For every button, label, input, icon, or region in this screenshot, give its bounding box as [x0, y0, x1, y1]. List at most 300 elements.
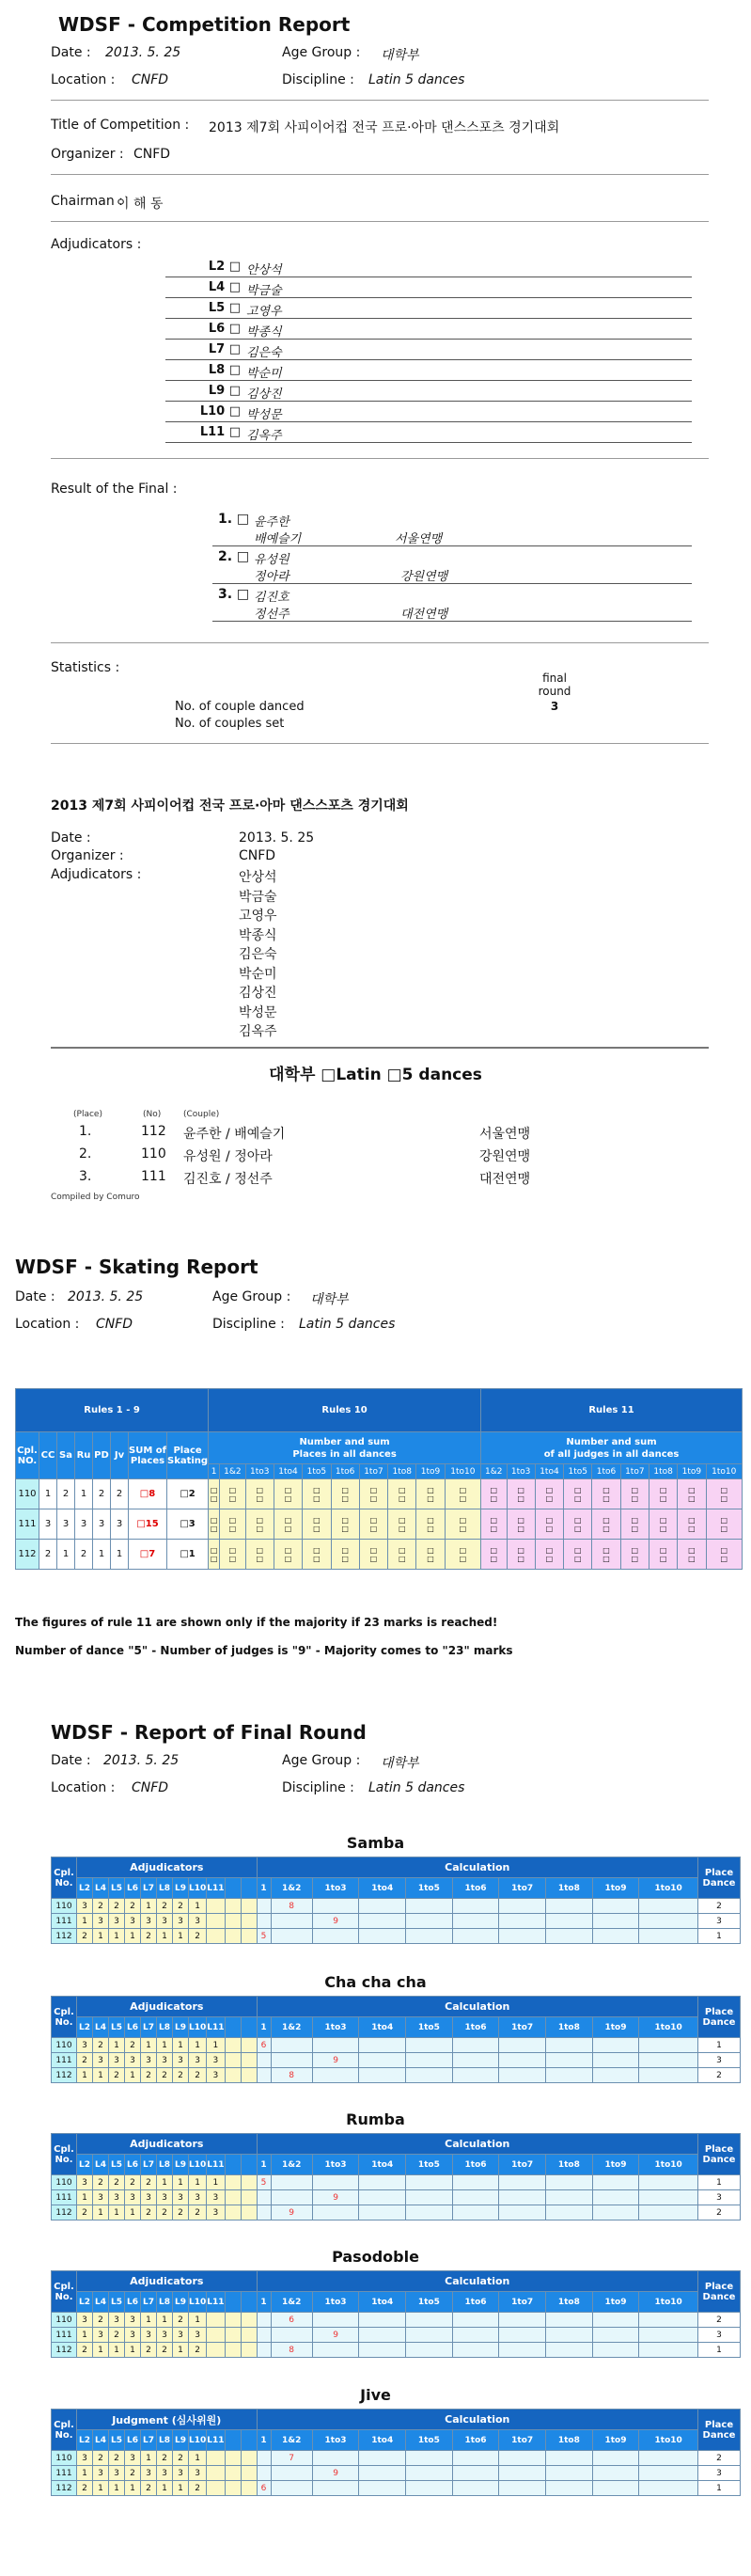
calc-col-header: 1to4	[359, 2292, 406, 2313]
calc-cell: 9	[312, 2190, 359, 2205]
calc-cell	[546, 2068, 593, 2083]
calc-cell	[639, 2328, 698, 2343]
calc-cell	[359, 1914, 406, 1929]
calc-cell	[257, 2313, 271, 2328]
adjudicator-name: 박성문	[246, 408, 282, 422]
place-dance: 2	[698, 2068, 741, 2083]
calc-col-header: 1to6	[452, 1878, 499, 1899]
adjudicators-header: Judgment (심사위원)	[77, 2410, 258, 2430]
calc-cell	[546, 1914, 593, 1929]
calculation-header: Calculation	[257, 2410, 697, 2430]
calc-cell	[592, 2481, 639, 2496]
adjudicators-label: Adjudicators :	[51, 237, 142, 252]
judge-mark	[241, 2343, 257, 2358]
calc-cell	[639, 2466, 698, 2481]
judge-col-header: L11	[207, 1878, 225, 1899]
table-row	[16, 1479, 743, 1509]
rules-10-header: Rules 10	[209, 1389, 481, 1432]
judge-mark	[225, 2343, 241, 2358]
judge-mark: 1	[77, 1914, 93, 1929]
calculation-header: Calculation	[257, 2271, 697, 2292]
adjudicator-name: 박종식	[246, 325, 282, 340]
judge-mark	[241, 2038, 257, 2053]
calc-cell	[271, 2466, 312, 2481]
summary-adjudicator-name: 김상진	[239, 986, 277, 1001]
place-dance: 3	[698, 2466, 741, 2481]
calc-col-header: 1to10	[639, 2292, 698, 2313]
calc-cell	[359, 2481, 406, 2496]
place-dance: 3	[698, 2328, 741, 2343]
couples-value: 3	[550, 700, 559, 713]
judge-col-header: L10	[189, 1878, 207, 1899]
judge-col-header: L4	[93, 2430, 109, 2451]
calc-cell: 9	[312, 2328, 359, 2343]
judge-mark	[241, 2053, 257, 2068]
summary-adjudicator-name: 안상석	[239, 870, 277, 885]
judge-mark: 3	[93, 2328, 109, 2343]
calc-col-header: 1to8	[546, 2430, 593, 2451]
calc-col-header: 1to7	[499, 2017, 546, 2038]
calc-cell	[452, 2068, 499, 2083]
judge-mark: 2	[77, 2053, 93, 2068]
comp-title-label: Title of Competition :	[51, 118, 190, 133]
judge-mark: 2	[189, 2481, 207, 2496]
chairman-label: Chairman :	[51, 194, 123, 209]
couple-number: 110	[52, 2313, 77, 2328]
judge-mark: 1	[109, 2205, 125, 2220]
judge-mark: 2	[173, 1899, 189, 1914]
calc-col-header: 1to4	[359, 2430, 406, 2451]
rule11-col-header: 1to3	[507, 1464, 535, 1479]
judge-mark	[225, 2328, 241, 2343]
calc-cell	[592, 2466, 639, 2481]
calc-cell	[452, 2205, 499, 2220]
rules-11-header: Rules 11	[481, 1389, 743, 1432]
calc-cell: 6	[271, 2313, 312, 2328]
judge-mark: 3	[173, 2053, 189, 2068]
calc-cell	[406, 2313, 453, 2328]
calc-cell	[359, 2313, 406, 2328]
couple-number: 111	[52, 2466, 77, 2481]
calc-col-header: 1to9	[592, 2155, 639, 2175]
place-dance: 1	[698, 1929, 741, 1944]
judge-col-header	[241, 2292, 257, 2313]
comp-title-value: 2013 제7회 사피이어컵 전국 프로·아마 댄스스포츠 경기대회	[209, 120, 560, 135]
summary-adjudicator-name: 김옥주	[239, 1024, 277, 1039]
judge-mark: 3	[189, 2328, 207, 2343]
judge-mark	[225, 2068, 241, 2083]
judge-mark: 2	[157, 2205, 173, 2220]
header-row	[16, 1432, 743, 1464]
summary-adjudicators-label: Adjudicators :	[51, 867, 142, 882]
judge-mark: 1	[189, 2451, 207, 2466]
dance-name: Cha cha cha	[324, 1973, 427, 1991]
couple-number: 111	[52, 1914, 77, 1929]
dance-col-header: Jv	[111, 1432, 129, 1479]
skating-location-value: CNFD	[96, 1317, 133, 1332]
calc-cell	[359, 2175, 406, 2190]
dance-name: Rumba	[346, 2110, 405, 2128]
calc-col-header: 1to3	[312, 2017, 359, 2038]
judge-mark: 3	[141, 2466, 157, 2481]
judge-col-header: L11	[207, 2017, 225, 2038]
calc-cell	[592, 2175, 639, 2190]
rule11-col-header: 1to5	[564, 1464, 592, 1479]
rule10-cell: □ □	[220, 1479, 245, 1509]
judge-mark: 1	[207, 2038, 225, 2053]
table-row	[52, 1929, 741, 1944]
judge-mark: 1	[141, 2313, 157, 2328]
judge-col-header	[241, 2017, 257, 2038]
judge-mark: 3	[157, 2053, 173, 2068]
judge-mark: 1	[93, 1929, 109, 1944]
rule10-cell: □ □	[209, 1509, 220, 1540]
cpl-no-header: Cpl. No.	[52, 2271, 77, 2313]
calc-cell	[499, 2053, 546, 2068]
result-follower: 정아라	[254, 570, 289, 584]
summary-adjudicator-name: 고영우	[239, 909, 277, 924]
skating-age-value: 대학부	[310, 1292, 349, 1307]
calc-cell	[639, 2053, 698, 2068]
adjudicator-code: L4 □	[208, 280, 241, 294]
calc-cell	[406, 2038, 453, 2053]
judge-mark: 2	[125, 1899, 141, 1914]
rule11-cell: □ □	[678, 1540, 706, 1570]
calc-cell	[639, 2068, 698, 2083]
judge-col-header: L6	[125, 2430, 141, 2451]
place-dance: 2	[698, 2451, 741, 2466]
calc-col-header: 1	[257, 2430, 271, 2451]
judge-mark: 3	[77, 1899, 93, 1914]
judge-mark: 2	[109, 2328, 125, 2343]
judge-mark: 1	[157, 2481, 173, 2496]
calc-cell	[359, 1929, 406, 1944]
judge-col-header: L11	[207, 2155, 225, 2175]
calc-cell	[271, 1929, 312, 1944]
calc-col-header: 1to9	[592, 2017, 639, 2038]
judge-col-header: L4	[93, 2292, 109, 2313]
judge-col-header: L6	[125, 2292, 141, 2313]
calc-cell	[639, 1929, 698, 1944]
summary-couple: 유성원 / 정아라	[183, 1149, 273, 1164]
calc-col-header: 1to8	[546, 2155, 593, 2175]
dance-place: 3	[93, 1509, 111, 1540]
adjudicator-name: 박금술	[246, 284, 282, 298]
rule10-cell: □ □	[209, 1479, 220, 1509]
judge-mark: 3	[109, 2053, 125, 2068]
calc-cell	[592, 2313, 639, 2328]
calc-cell	[406, 2068, 453, 2083]
discipline-label: Discipline :	[282, 72, 354, 87]
calc-col-header: 1to4	[359, 2017, 406, 2038]
result-follower: 정선주	[254, 608, 289, 622]
judge-col-header: L9	[173, 2292, 189, 2313]
rule11-cell: □ □	[481, 1540, 507, 1570]
calc-cell	[639, 2343, 698, 2358]
calc-cell	[406, 2451, 453, 2466]
table-row	[52, 2451, 741, 2466]
judge-col-header: L4	[93, 2017, 109, 2038]
skating-discipline-value: Latin 5 dances	[299, 1317, 396, 1332]
rule10-col-header: 1to5	[303, 1464, 331, 1479]
final-title: WDSF - Report of Final Round	[51, 1721, 367, 1744]
adjudicators-header: Adjudicators	[77, 1857, 258, 1878]
rules-11-sub-header: Number and sum of all judges in all dances	[481, 1432, 743, 1464]
rule10-col-header: 1to6	[331, 1464, 359, 1479]
calc-cell	[452, 2466, 499, 2481]
calc-col-header: 1to6	[452, 2155, 499, 2175]
judge-mark: 1	[77, 2466, 93, 2481]
calc-col-header: 1to4	[359, 2155, 406, 2175]
rule10-cell: □ □	[245, 1479, 274, 1509]
judge-mark: 3	[157, 2190, 173, 2205]
calc-cell	[592, 2343, 639, 2358]
calc-cell: 6	[257, 2481, 271, 2496]
header-row	[52, 1997, 741, 2017]
judge-col-header: L5	[109, 2292, 125, 2313]
rule11-cell: □ □	[649, 1509, 677, 1540]
calc-cell	[639, 2313, 698, 2328]
rule11-cell: □ □	[649, 1540, 677, 1570]
final-discipline-value: Latin 5 dances	[368, 1780, 465, 1795]
chairman-value: 이 해 동	[117, 197, 164, 212]
couple-number: 110	[52, 2038, 77, 2053]
rule10-cell: □ □	[388, 1479, 416, 1509]
judge-col-header: L5	[109, 1878, 125, 1899]
calc-cell	[592, 1929, 639, 1944]
judge-col-header: L9	[173, 2155, 189, 2175]
calc-col-header: 1&2	[271, 2292, 312, 2313]
discipline-value: Latin 5 dances	[368, 72, 465, 87]
judge-mark: 3	[77, 2175, 93, 2190]
adjudicator-code: L10 □	[199, 404, 241, 419]
rule10-col-header: 1to9	[416, 1464, 445, 1479]
cpl-no-header: Cpl. NO.	[16, 1432, 39, 1479]
couple-number: 112	[52, 2068, 77, 2083]
judge-mark: 2	[189, 2068, 207, 2083]
calc-col-header: 1to5	[406, 2292, 453, 2313]
skating-age-label: Age Group :	[212, 1289, 291, 1304]
header-row	[52, 2430, 741, 2451]
header-row	[52, 2017, 741, 2038]
calc-col-header: 1	[257, 1878, 271, 1899]
final-location-value: CNFD	[132, 1780, 169, 1795]
calc-cell	[592, 1899, 639, 1914]
calc-cell	[452, 2481, 499, 2496]
calc-col-header: 1to4	[359, 1878, 406, 1899]
judge-mark: 3	[77, 2451, 93, 2466]
calc-cell	[312, 2313, 359, 2328]
place-dance: 2	[698, 1899, 741, 1914]
calc-cell: 9	[312, 1914, 359, 1929]
calc-col-header: 1&2	[271, 2017, 312, 2038]
adjudicator-name: 김옥주	[246, 429, 282, 443]
divider	[51, 458, 709, 459]
judge-col-header: L7	[141, 2155, 157, 2175]
dance-place: 2	[57, 1479, 75, 1509]
judge-col-header	[225, 2430, 241, 2451]
dance-place: 2	[111, 1479, 129, 1509]
table-row	[52, 2328, 741, 2343]
rule10-cell: □ □	[445, 1509, 480, 1540]
judge-mark	[241, 1914, 257, 1929]
dance-place: 3	[111, 1509, 129, 1540]
result-club: 대전연맹	[400, 608, 448, 622]
rule10-cell: □ □	[359, 1509, 387, 1540]
calc-cell	[257, 2190, 271, 2205]
judge-mark: 2	[125, 2466, 141, 2481]
judge-mark: 1	[173, 1929, 189, 1944]
calc-col-header: 1	[257, 2155, 271, 2175]
result-place: 2. □	[218, 549, 250, 564]
judge-mark: 1	[173, 2038, 189, 2053]
calc-cell	[499, 2328, 546, 2343]
statistics-label: Statistics :	[51, 660, 120, 675]
calc-col-header: 1to10	[639, 2430, 698, 2451]
rule11-cell: □ □	[507, 1509, 535, 1540]
summary-no: 112	[141, 1124, 166, 1139]
judge-col-header: L5	[109, 2430, 125, 2451]
judge-mark: 2	[173, 2313, 189, 2328]
category-title: 대학부 □Latin □5 dances	[269, 1066, 482, 1084]
sum-of-places: □8	[129, 1479, 167, 1509]
dance-col-header: PD	[93, 1432, 111, 1479]
place-dance: 3	[698, 2053, 741, 2068]
couple-number: 112	[52, 1929, 77, 1944]
final-location-label: Location :	[51, 1780, 116, 1795]
calc-cell	[406, 2190, 453, 2205]
judge-mark	[207, 1929, 225, 1944]
judge-mark: 1	[77, 2068, 93, 2083]
dance-place: 2	[75, 1540, 93, 1570]
calc-col-header: 1to8	[546, 1878, 593, 1899]
judge-mark: 1	[141, 2038, 157, 2053]
judge-col-header: L10	[189, 2155, 207, 2175]
rule10-cell: □ □	[331, 1540, 359, 1570]
result-label: Result of the Final :	[51, 482, 178, 497]
final-age-value: 대학부	[381, 1756, 419, 1771]
location-value: CNFD	[132, 72, 169, 87]
calc-cell	[257, 2068, 271, 2083]
judge-col-header	[225, 1878, 241, 1899]
calc-cell	[257, 2205, 271, 2220]
summary-adjudicator-name: 박종식	[239, 927, 277, 943]
place-dance: 3	[698, 2190, 741, 2205]
judge-mark: 1	[109, 2481, 125, 2496]
rule11-cell: □ □	[564, 1540, 592, 1570]
judge-mark	[241, 2175, 257, 2190]
judge-mark	[207, 2328, 225, 2343]
calc-cell	[639, 1899, 698, 1914]
rule11-cell: □ □	[620, 1479, 649, 1509]
calc-cell	[499, 2068, 546, 2083]
judge-col-header: L7	[141, 1878, 157, 1899]
cpl-no-header: Cpl. No.	[52, 1857, 77, 1899]
judge-mark: 2	[189, 2343, 207, 2358]
rule11-cell: □ □	[535, 1509, 563, 1540]
summary-organizer-value: CNFD	[239, 848, 276, 863]
dance-place: 3	[57, 1509, 75, 1540]
cpl-no-header: Cpl. No.	[52, 1997, 77, 2038]
adjudicators-header: Adjudicators	[77, 2134, 258, 2155]
underline	[212, 545, 692, 546]
judge-mark: 3	[109, 2466, 125, 2481]
rule10-col-header: 1to10	[445, 1464, 480, 1479]
calc-cell	[271, 2038, 312, 2053]
judge-mark: 3	[207, 2190, 225, 2205]
calc-cell	[499, 2466, 546, 2481]
couples-danced-label: No. of couple danced	[175, 700, 305, 714]
couples-set-label: No. of couples set	[175, 717, 285, 731]
judge-mark: 3	[141, 2328, 157, 2343]
calc-cell	[406, 2175, 453, 2190]
judge-mark: 3	[109, 1914, 125, 1929]
dance-place: 3	[75, 1509, 93, 1540]
judge-mark: 1	[109, 2038, 125, 2053]
underline	[165, 421, 692, 422]
judge-mark: 1	[93, 2343, 109, 2358]
calc-cell	[271, 2053, 312, 2068]
judge-col-header	[225, 2292, 241, 2313]
underline	[165, 297, 692, 298]
calc-col-header: 1to5	[406, 2017, 453, 2038]
calc-cell	[452, 2313, 499, 2328]
rule11-cell: □ □	[706, 1479, 742, 1509]
rule11-cell: □ □	[535, 1479, 563, 1509]
header-row	[52, 2292, 741, 2313]
judge-mark: 2	[141, 2343, 157, 2358]
calculation-header: Calculation	[257, 1997, 697, 2017]
judge-mark: 2	[93, 2313, 109, 2328]
judge-mark	[207, 2481, 225, 2496]
summary-title: 2013 제7회 사피이어컵 전국 프로·아마 댄스스포츠 경기대회	[51, 798, 409, 814]
place-dance-header: Place Dance	[698, 1857, 741, 1899]
place-dance-header: Place Dance	[698, 1997, 741, 2038]
table-row	[52, 1914, 741, 1929]
calc-cell	[359, 2466, 406, 2481]
calc-cell	[312, 2175, 359, 2190]
judge-mark: 1	[141, 1899, 157, 1914]
calc-cell	[546, 2451, 593, 2466]
rule11-cell: □ □	[620, 1540, 649, 1570]
rule10-col-header: 1to3	[245, 1464, 274, 1479]
judge-mark: 1	[93, 2205, 109, 2220]
calc-cell	[546, 2328, 593, 2343]
underline	[165, 401, 692, 402]
judge-mark	[207, 2451, 225, 2466]
judge-mark: 3	[141, 2053, 157, 2068]
calc-cell	[406, 1914, 453, 1929]
underline	[165, 442, 692, 443]
calc-cell	[499, 2205, 546, 2220]
judge-col-header: L4	[93, 1878, 109, 1899]
judge-mark	[225, 2481, 241, 2496]
calc-cell	[271, 1914, 312, 1929]
calc-cell	[499, 2038, 546, 2053]
calc-cell	[639, 1914, 698, 1929]
calc-cell	[592, 2205, 639, 2220]
judge-col-header	[241, 2430, 257, 2451]
calc-col-header: 1&2	[271, 1878, 312, 1899]
judge-mark: 2	[141, 2481, 157, 2496]
judge-mark: 2	[109, 2451, 125, 2466]
result-follower: 배예슬기	[254, 532, 302, 546]
calc-cell	[406, 2205, 453, 2220]
rule10-cell: □ □	[331, 1509, 359, 1540]
adjudicator-code: L7 □	[208, 342, 241, 356]
col-couple-header: (Couple)	[183, 1110, 220, 1119]
divider	[51, 221, 709, 222]
